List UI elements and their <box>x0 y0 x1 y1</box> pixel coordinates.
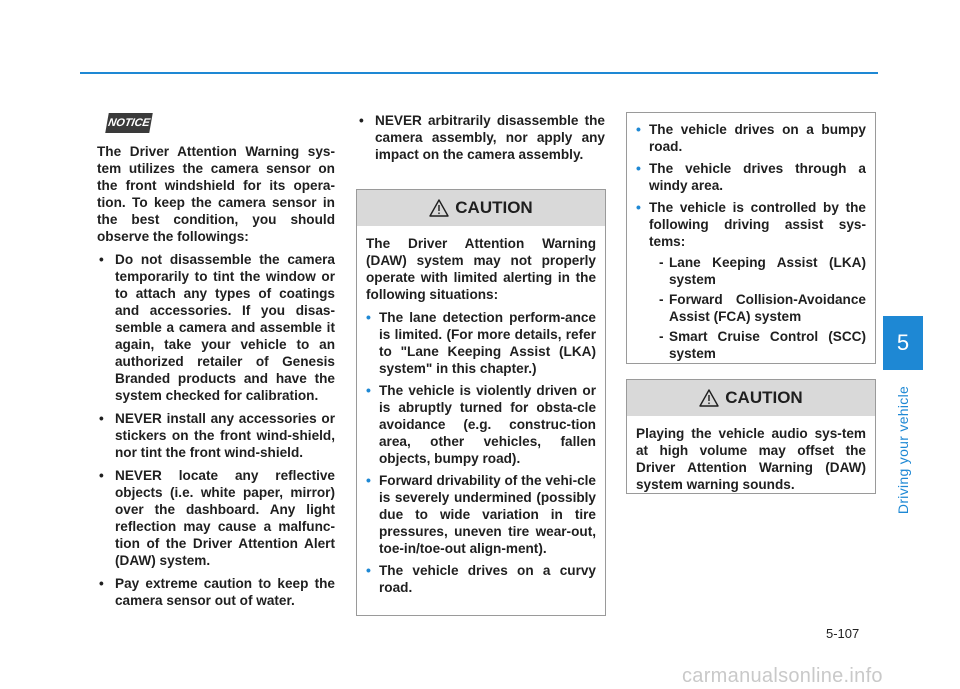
caution-item: • Forward drivability of the vehi-cle is severely undermined (possibly due to wide variation in tire pressures, uneven tire wear-out, toe-in/toe-out align-ment). <box>366 472 596 556</box>
caution-item: • The vehicle drives on a bumpy road. <box>636 121 866 154</box>
page-number: 5-107 <box>826 626 860 641</box>
warning-triangle-icon <box>699 389 719 407</box>
caution-item: • The vehicle drives through a windy area. <box>636 160 866 193</box>
chapter-label <box>883 380 923 520</box>
caution-box-continued <box>626 112 876 364</box>
caution-item: • The vehicle drives on a curvy road. <box>366 562 596 595</box>
notice-column-1 <box>97 143 335 615</box>
assist-system-item: - Lane Keeping Assist (LKA) system <box>659 255 866 287</box>
notice-item: • NEVER install any accessories or stickers on the front wind-shield, nor tint the front wind-shield. <box>99 411 335 460</box>
caution-cont-body <box>627 113 875 375</box>
watermark: carmanualsonline.info <box>682 665 883 687</box>
assist-systems-list <box>649 254 866 362</box>
caution-item: • The vehicle is controlled by the following driving assist sys-tems: - Lane Keeping Assist (LKA) system - Forward Collision-Avoidance Assist (FCA) system - Smart Cruise Control (SCC) system <box>636 199 866 361</box>
caution-item: • The vehicle is violently driven or is abruptly turned for obsta-cle avoidance (e.g. construc-tion area, other vehicles, fallen objects, bumpy road). <box>366 382 596 466</box>
notice-item: • NEVER arbitrarily disassemble the camera assembly, nor apply any impact on the camera assembly. <box>359 113 605 162</box>
caution-intro: The Driver Attention Warning (DAW) system may not properly operate with limited alerting in the following situations: <box>366 236 596 302</box>
notice-column-2 <box>357 112 605 169</box>
top-rule <box>80 72 878 74</box>
caution-body <box>627 416 875 507</box>
caution-header <box>627 380 875 416</box>
notice-item: • Pay extreme caution to keep the camera sensor out of water. <box>99 576 335 608</box>
caution-box-audio <box>626 379 876 494</box>
caution-header <box>357 190 605 226</box>
caution-box-daw-limitations <box>356 189 606 616</box>
caution-body <box>357 226 605 609</box>
notice-item: • NEVER locate any reflective objects (i.e. white paper, mirror) over the dashboard. Any light reflection may cause a malfunc-tion of the Driver Attention Alert (DAW) system. <box>99 468 335 568</box>
caution-title: CAUTION <box>725 388 803 407</box>
caution-audio-text: Playing the vehicle audio sys-tem at high volume may offset the Driver Attention Warning (DAW) system warning sounds. <box>636 426 866 492</box>
assist-system-item: - Smart Cruise Control (SCC) system <box>659 329 866 361</box>
notice-item: • Do not disassemble the camera temporarily to tint the window or to attach any types of coatings and accessories. If you disas-semble a camera and assemble it again, take your vehicle to an authorized retailer of Genesis Branded products and have the system checked for calibration. <box>99 252 335 403</box>
caution-cont-list <box>636 121 866 362</box>
notice-list-cont <box>357 112 605 163</box>
warning-triangle-icon <box>429 199 449 217</box>
notice-intro: The Driver Attention Warning sys-tem utilizes the camera sensor on the front windshield for its opera-tion. To keep the camera sensor in the best condition, you should observe the followings: <box>97 144 335 244</box>
caution-list <box>366 309 596 596</box>
chapter-tab: 5 <box>883 316 923 370</box>
notice-badge: NOTICE <box>105 113 153 133</box>
chapter-label-text: Driving your vehicle <box>895 385 912 515</box>
caution-title: CAUTION <box>455 198 533 217</box>
caution-item: • The lane detection perform-ance is limited. (For more details, refer to "Lane Keeping Assist (LKA) system" in this chapter.) <box>366 309 596 376</box>
assist-system-item: - Forward Collision-Avoidance Assist (FCA) system <box>659 292 866 324</box>
notice-list <box>97 251 335 609</box>
